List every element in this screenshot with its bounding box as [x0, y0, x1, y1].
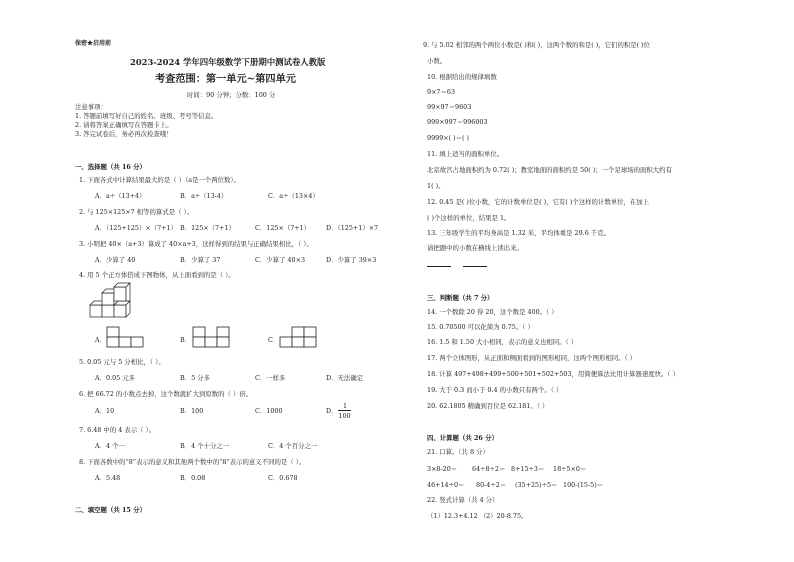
- pattern-line: 99×97＝9603: [427, 103, 472, 111]
- calc-item: 8+15÷3＝: [511, 465, 545, 473]
- option: A．5.48: [95, 474, 121, 482]
- option: C．125×（7+1）: [255, 224, 311, 232]
- option: C．1000: [255, 407, 283, 415]
- question-1: 1. 下面各式中计算结果最大的是（ ）（a是一个两位数）。: [79, 176, 240, 184]
- question-5: 5. 0.05 元与 5 分相比，（ ）。: [79, 358, 165, 366]
- cube-stack-figure: [88, 283, 134, 321]
- answer-line: [463, 266, 487, 267]
- option: A．: [95, 336, 107, 344]
- option: C．少算了 40×3: [255, 256, 306, 264]
- calc-item: 3×8-20＝: [427, 465, 458, 473]
- exam-scope: 考查范围：第一单元~第四单元: [155, 73, 296, 85]
- question-3: 3. 小明把 40×（a+3）算成了 40×a+3，这样得到的结果与正确结果相比，（ ）。: [79, 240, 313, 248]
- judge-item: 14. 一个数除 20 得 20，这个数是 400。（ ）: [427, 308, 558, 316]
- question-11-cont: 1( )。: [427, 182, 445, 190]
- question-13: 13. 三年级学生的平均身高是 1.32 米，平均体重是 29.6 千克。: [427, 229, 610, 237]
- option: B．5 分多: [180, 374, 210, 382]
- option: B．: [180, 336, 192, 344]
- calc-item: 64÷8÷2＝: [472, 465, 506, 473]
- question-2: 2. 与 125×125×7 相等的算式是（ ）。: [79, 208, 194, 216]
- option: B．4 个十分之一: [180, 442, 230, 450]
- option: D．少算了 39×3: [326, 256, 377, 264]
- question-22-items: （1）12.3+4.12 （2）20-8.75。: [427, 512, 528, 520]
- top-view-a: [107, 327, 145, 349]
- option: D．无法确定: [326, 374, 364, 382]
- calc-item: 18÷5×0＝: [553, 465, 587, 473]
- question-21: 21. 口算。（共 8 分）: [427, 448, 489, 456]
- secret-label: 保密★启用前: [75, 40, 112, 47]
- fraction-denominator: 100: [338, 412, 351, 420]
- option: B．0.08: [180, 474, 206, 482]
- pattern-line: 9999×( )＝( ): [427, 134, 470, 142]
- judge-item: 18. 计算 497+498+499+500+501+502+503，用简便算法比用计算器速度快。（ ）: [427, 370, 679, 378]
- question-10: 10. 根据给出的规律填数: [427, 73, 497, 81]
- judge-item: 16. 1.5 和 1.50 大小相同，表示的意义也相同。（ ）: [427, 338, 578, 346]
- pattern-line: 999×997＝996003: [427, 118, 488, 126]
- time-score: 时间：90 分钟；分数：100 分: [187, 91, 276, 99]
- section-heading: 二、填空题（共 15 分）: [75, 506, 146, 514]
- question-11: 11. 填上适当的面积单位。: [427, 150, 504, 158]
- judge-item: 15. 0.70500 可以化简为 0.75。（ ）: [427, 323, 534, 331]
- question-9: 9. 与 5.02 相邻的两个两位小数是( )和( )，这两个数的和是( )，它们的积是( )位: [423, 41, 651, 49]
- section-heading: 三、判断题（共 7 分）: [427, 294, 494, 302]
- option: B．a÷（13-4）: [180, 192, 228, 200]
- exam-title: 2023-2024 学年四年级数学下册期中测试卷人教版: [130, 57, 326, 67]
- question-9-cont: 小数。: [427, 57, 447, 65]
- note-item: 3. 答完试卷后，务必再次检查哦！: [75, 130, 173, 138]
- option: A．（125+125）×（7+1）: [95, 224, 177, 232]
- option: B．少算了 37: [180, 256, 221, 264]
- question-13-cont: 请把题中的小数在横线上读出来。: [427, 244, 523, 252]
- notes-heading: 注意事项：: [75, 103, 107, 111]
- question-7: 7. 6.48 中的 4 表示（ ）。: [79, 426, 156, 434]
- option: A．a÷（13+4）: [95, 192, 146, 200]
- judge-item: 19. 大于 0.3 而小于 0.4 的小数只有两个。（ ）: [427, 386, 563, 394]
- note-item: 2. 请将答案正确填写在答题卡上。: [75, 121, 173, 129]
- judge-item: 20. 62.1805 精确到百位是 62.181。（ ）: [427, 402, 549, 410]
- question-11-text: 北京故宫占地面积约为 0.72( )；教室地面的面积约是 50( )；一个足球场的面积大约有: [427, 166, 672, 174]
- option: C．一样多: [255, 374, 286, 382]
- note-item: 1. 答题前填写好自己的姓名、班级、考号等信息。: [75, 112, 218, 120]
- option: A．少算了 40: [95, 256, 136, 264]
- pattern-line: 9×7＝63: [427, 88, 456, 96]
- calc-item: 46+14÷0＝: [427, 481, 465, 489]
- option: D．（125+1）×7: [326, 224, 379, 232]
- question-8: 8. 下面各数中的“8”表示的意义和其他两个数中的“8”表示的意义不同的是（ ）。: [79, 458, 306, 466]
- option: A．10: [95, 407, 115, 415]
- calc-item: 80-4÷2＝: [476, 481, 507, 489]
- answer-line: [427, 266, 451, 267]
- option: B．100: [180, 407, 204, 415]
- option: D．: [326, 407, 338, 415]
- question-12-cont: ( )个这样的单位，结果是 1。: [427, 214, 511, 222]
- calc-item: (35+25)÷5＝: [515, 481, 558, 489]
- question-12: 12. 0.45 是( )位小数，它的计数单位是( )，它有( )个这样的计数单位，在加上: [427, 198, 650, 206]
- option: B．125×（7+1）: [180, 224, 235, 232]
- fraction-bar: [338, 410, 351, 411]
- option: A．4 个一: [95, 442, 125, 450]
- top-view-c: [280, 327, 318, 349]
- option: C．a÷（13×4）: [268, 192, 319, 200]
- question-6: 6. 把 66.72 的小数点去掉，这个数就扩大到原数的（ ）倍。: [79, 390, 253, 398]
- calc-item: 100-(15-5)＝: [563, 481, 604, 489]
- option: A．0.05 元多: [95, 374, 136, 382]
- judge-item: 17. 两个立体图形，从正面和侧面看到的图形相同，这两个图形相同。（ ）: [427, 354, 637, 362]
- question-22: 22. 竖式计算（共 4 分）: [427, 496, 499, 504]
- fraction-numerator: 1: [342, 402, 348, 410]
- section-heading: 一、选择题（共 16 分）: [75, 163, 146, 171]
- question-4: 4. 用 5 个正方体搭成下图物体，从上面看到的是（ ）。: [79, 271, 235, 279]
- option: C．: [268, 336, 280, 344]
- top-view-b: [193, 327, 231, 349]
- section-heading: 四、计算题（共 26 分）: [427, 434, 498, 442]
- option: C．4 个百分之一: [268, 442, 318, 450]
- option: C．0.678: [268, 474, 298, 482]
